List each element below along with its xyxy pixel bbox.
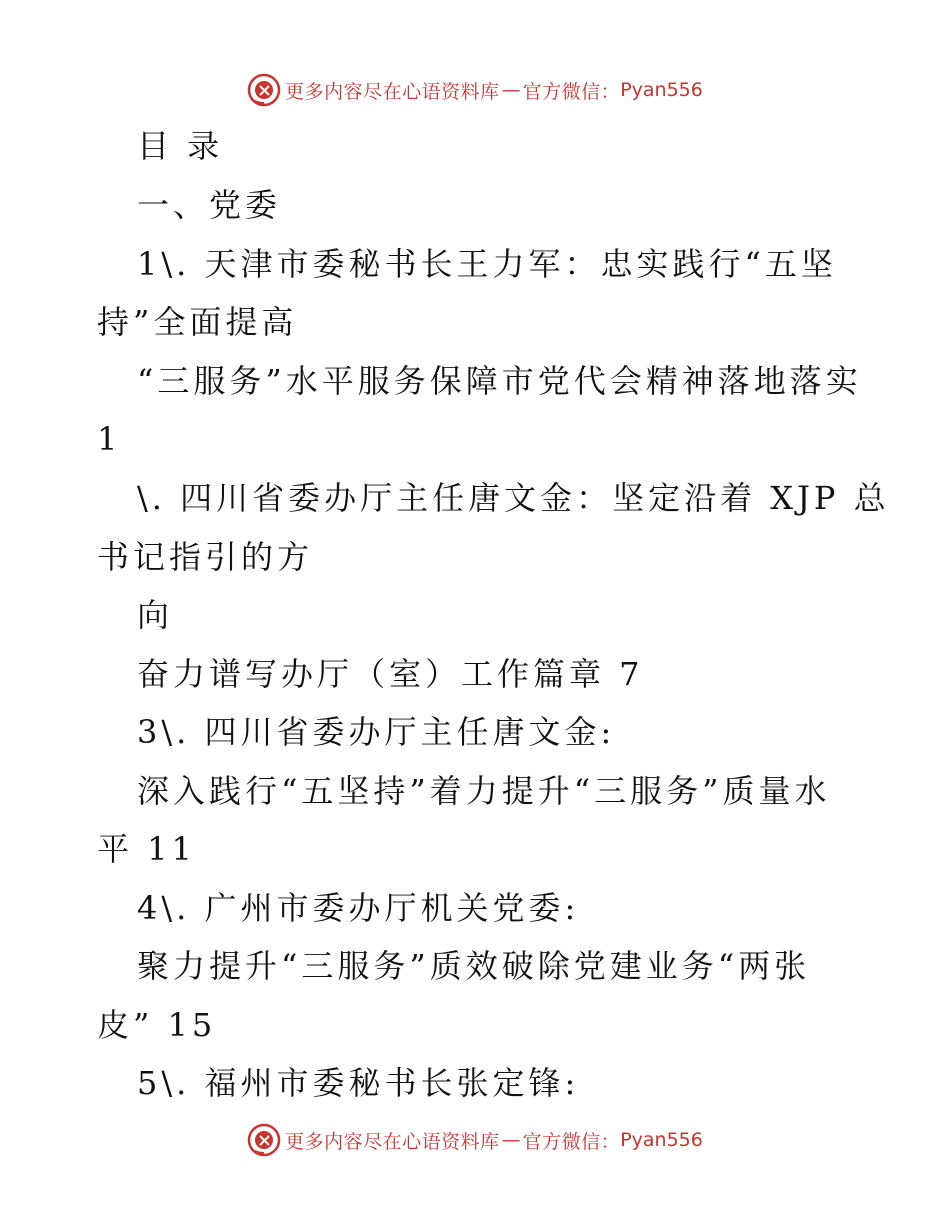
header-watermark — [0, 70, 950, 110]
toc-entry-line: 持”全面提高 — [97, 303, 298, 341]
toc-entry-line: 书记指引的方 — [97, 538, 314, 576]
toc-entry-line: 3\. 四川省委办厅主任唐文金: — [137, 713, 616, 751]
toc-entry-line: 皮” 15 — [97, 1006, 217, 1044]
seal-logo-icon — [247, 1123, 281, 1157]
toc-page-number: 1 — [97, 420, 122, 458]
toc-entry-line: 平 11 — [97, 830, 196, 868]
toc-entry-line: 奋力谱写办厅（室）工作篇章 7 — [137, 655, 644, 693]
toc-entry-line: 向 — [137, 596, 174, 634]
toc-entry-line: “三服务”水平服务保障市党代会精神落地落实 — [137, 362, 862, 400]
toc-title: 目 录 — [137, 127, 224, 165]
watermark-text: 更多内容尽在心语资料库 — [285, 1130, 500, 1153]
toc-entry-line: 4\. 广州市委办厅机关党委: — [137, 889, 580, 927]
seal-logo-icon — [247, 73, 281, 107]
watermark-wechat-id: Pyan556 — [620, 1129, 703, 1151]
toc-entry-line: \. 四川省委办厅主任唐文金：坚定沿着 XJP 总 — [137, 479, 890, 517]
toc-entry-line: 深入践行“五坚持”着力提升“三服务”质量水 — [137, 772, 831, 810]
watermark-separator: — — [501, 1129, 521, 1151]
watermark-label: 官方微信： — [522, 1130, 621, 1153]
footer-watermark — [0, 1120, 950, 1160]
watermark-separator: — — [501, 79, 521, 101]
toc-entry-line: 5\. 福州市委秘书长张定锋: — [137, 1064, 580, 1102]
watermark-wechat-id: Pyan556 — [620, 79, 703, 101]
watermark-text: 更多内容尽在心语资料库 — [285, 80, 500, 103]
watermark-label: 官方微信： — [522, 80, 621, 103]
toc-entry-line: 1\. 天津市委秘书长王力军：忠实践行“五坚 — [137, 245, 837, 283]
section-heading: 一、党委 — [137, 186, 282, 224]
toc-entry-line: 聚力提升“三服务”质效破除党建业务“两张 — [137, 947, 811, 985]
